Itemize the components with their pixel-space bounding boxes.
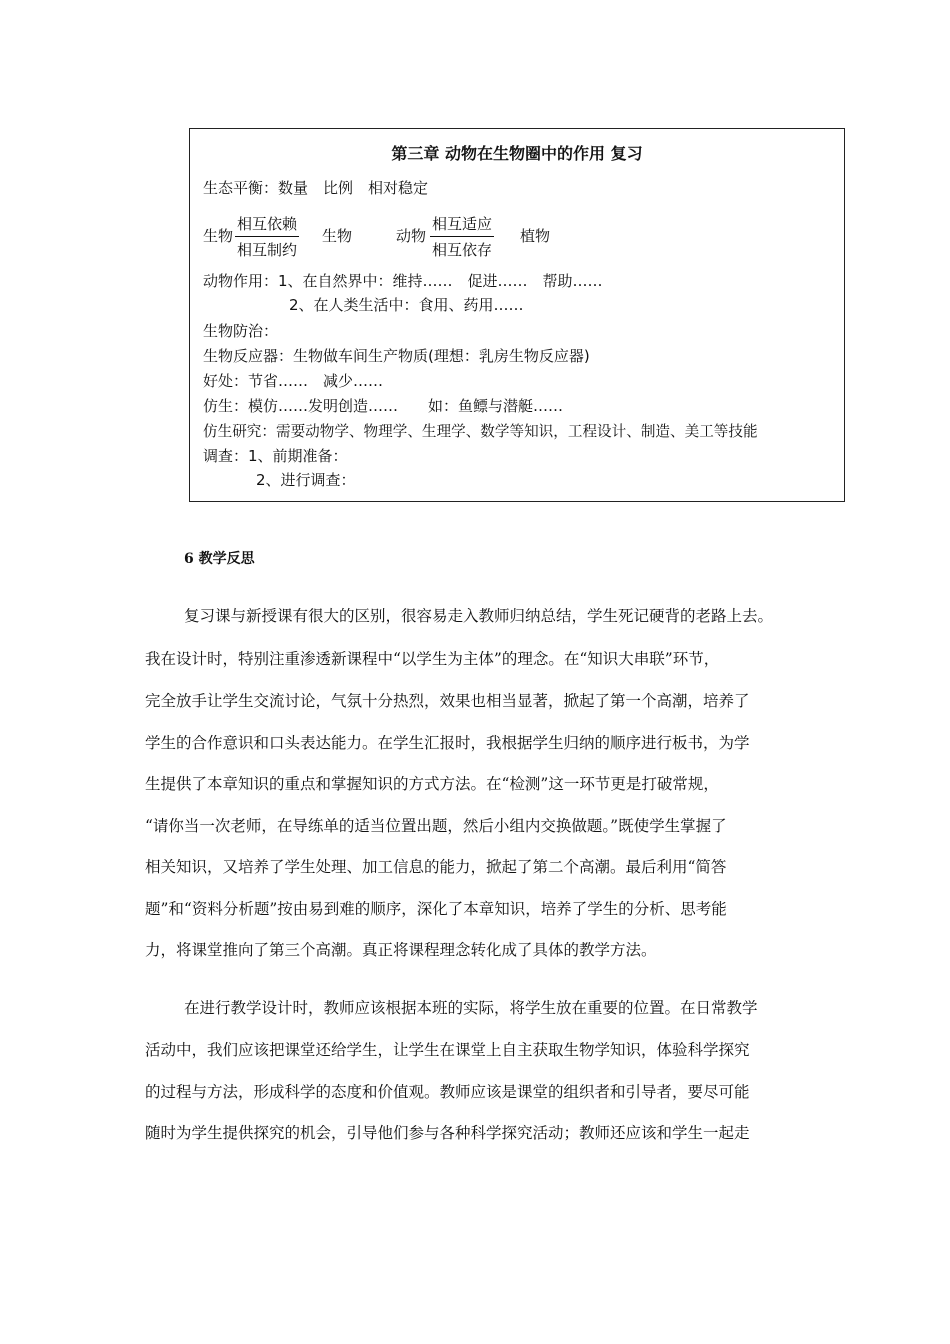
paragraph-line: “请你当一次老师，在导练单的适当位置出题，然后小组内交换做题。”既使学生掌握了 [145, 817, 727, 835]
section-heading: 6 教学反思 [184, 551, 255, 567]
board-line: 生物防治： [203, 322, 279, 340]
board-line: 仿生研究：需要动物学、物理学、生理学、数学等知识，工程设计、制造、美工等技能 [203, 423, 758, 440]
rel1-left: 生物 [203, 227, 234, 245]
paragraph-line: 复习课与新授课有很大的区别，很容易走入教师归纳总结，学生死记硬背的老路上去。 [184, 607, 774, 625]
board-line: 好处：节省…… 减少…… [203, 372, 384, 390]
board-line: 2、在人类生活中：食用、药用…… [289, 296, 524, 314]
board-line: 仿生：模仿……发明创造…… 如：鱼鳔与潜艇…… [203, 397, 564, 415]
paragraph-line: 生提供了本章知识的重点和掌握知识的方式方法。在“检测”这一环节更是打破常规， [145, 775, 719, 793]
board-title: 第三章 动物在生物圈中的作用 复习 [391, 144, 643, 163]
paragraph-line: 的过程与方法，形成科学的态度和价值观。教师应该是课堂的组织者和引导者，要尽可能 [145, 1083, 750, 1101]
board-line: 调查：1、前期准备： [203, 447, 348, 465]
rel2-bottom: 相互依存 [432, 241, 493, 259]
board-line: 动物作用：1、在自然界中：维持…… 促进…… 帮助…… [203, 272, 603, 290]
rel1-top: 相互依赖 [235, 213, 299, 237]
review-board [189, 128, 845, 502]
paragraph-line: 力，将课堂推向了第三个高潮。真正将课程理念转化成了具体的教学方法。 [145, 941, 657, 959]
rel2-right: 植物 [520, 227, 551, 245]
rel1-bottom: 相互制约 [237, 241, 298, 259]
board-line-balance: 生态平衡：数量 比例 相对稳定 [203, 179, 429, 197]
paragraph-line: 我在设计时，特别注重渗透新课程中“以学生为主体”的理念。在“知识大串联”环节， [145, 650, 720, 668]
paragraph-line: 学生的合作意识和口头表达能力。在学生汇报时，我根据学生归纳的顺序进行板书，为学 [145, 734, 750, 752]
rel2-left: 动物 [396, 227, 427, 245]
board-line: 2、进行调查： [256, 471, 356, 489]
rel1-fraction [235, 213, 299, 260]
paragraph-line: 随时为学生提供探究的机会，引导他们参与各种科学探究活动；教师还应该和学生一起走 [145, 1124, 750, 1142]
rel2-fraction [430, 213, 494, 260]
rel1-right: 生物 [322, 227, 353, 245]
paragraph-line: 活动中，我们应该把课堂还给学生，让学生在课堂上自主获取生物学知识，体验科学探究 [145, 1041, 750, 1059]
paragraph-line: 相关知识，又培养了学生处理、加工信息的能力，掀起了第二个高潮。最后利用“简答 [145, 858, 727, 876]
board-line: 生物反应器：生物做车间生产物质(理想：乳房生物反应器) [203, 347, 590, 365]
rel2-top: 相互适应 [430, 213, 494, 237]
paragraph-line: 完全放手让学生交流讨论，气氛十分热烈，效果也相当显著，掀起了第一个高潮，培养了 [145, 692, 750, 710]
paragraph-line: 题”和“资料分析题”按由易到难的顺序，深化了本章知识，培养了学生的分析、思考能 [145, 900, 727, 918]
paragraph-line: 在进行教学设计时，教师应该根据本班的实际，将学生放在重要的位置。在日常教学 [184, 999, 758, 1017]
